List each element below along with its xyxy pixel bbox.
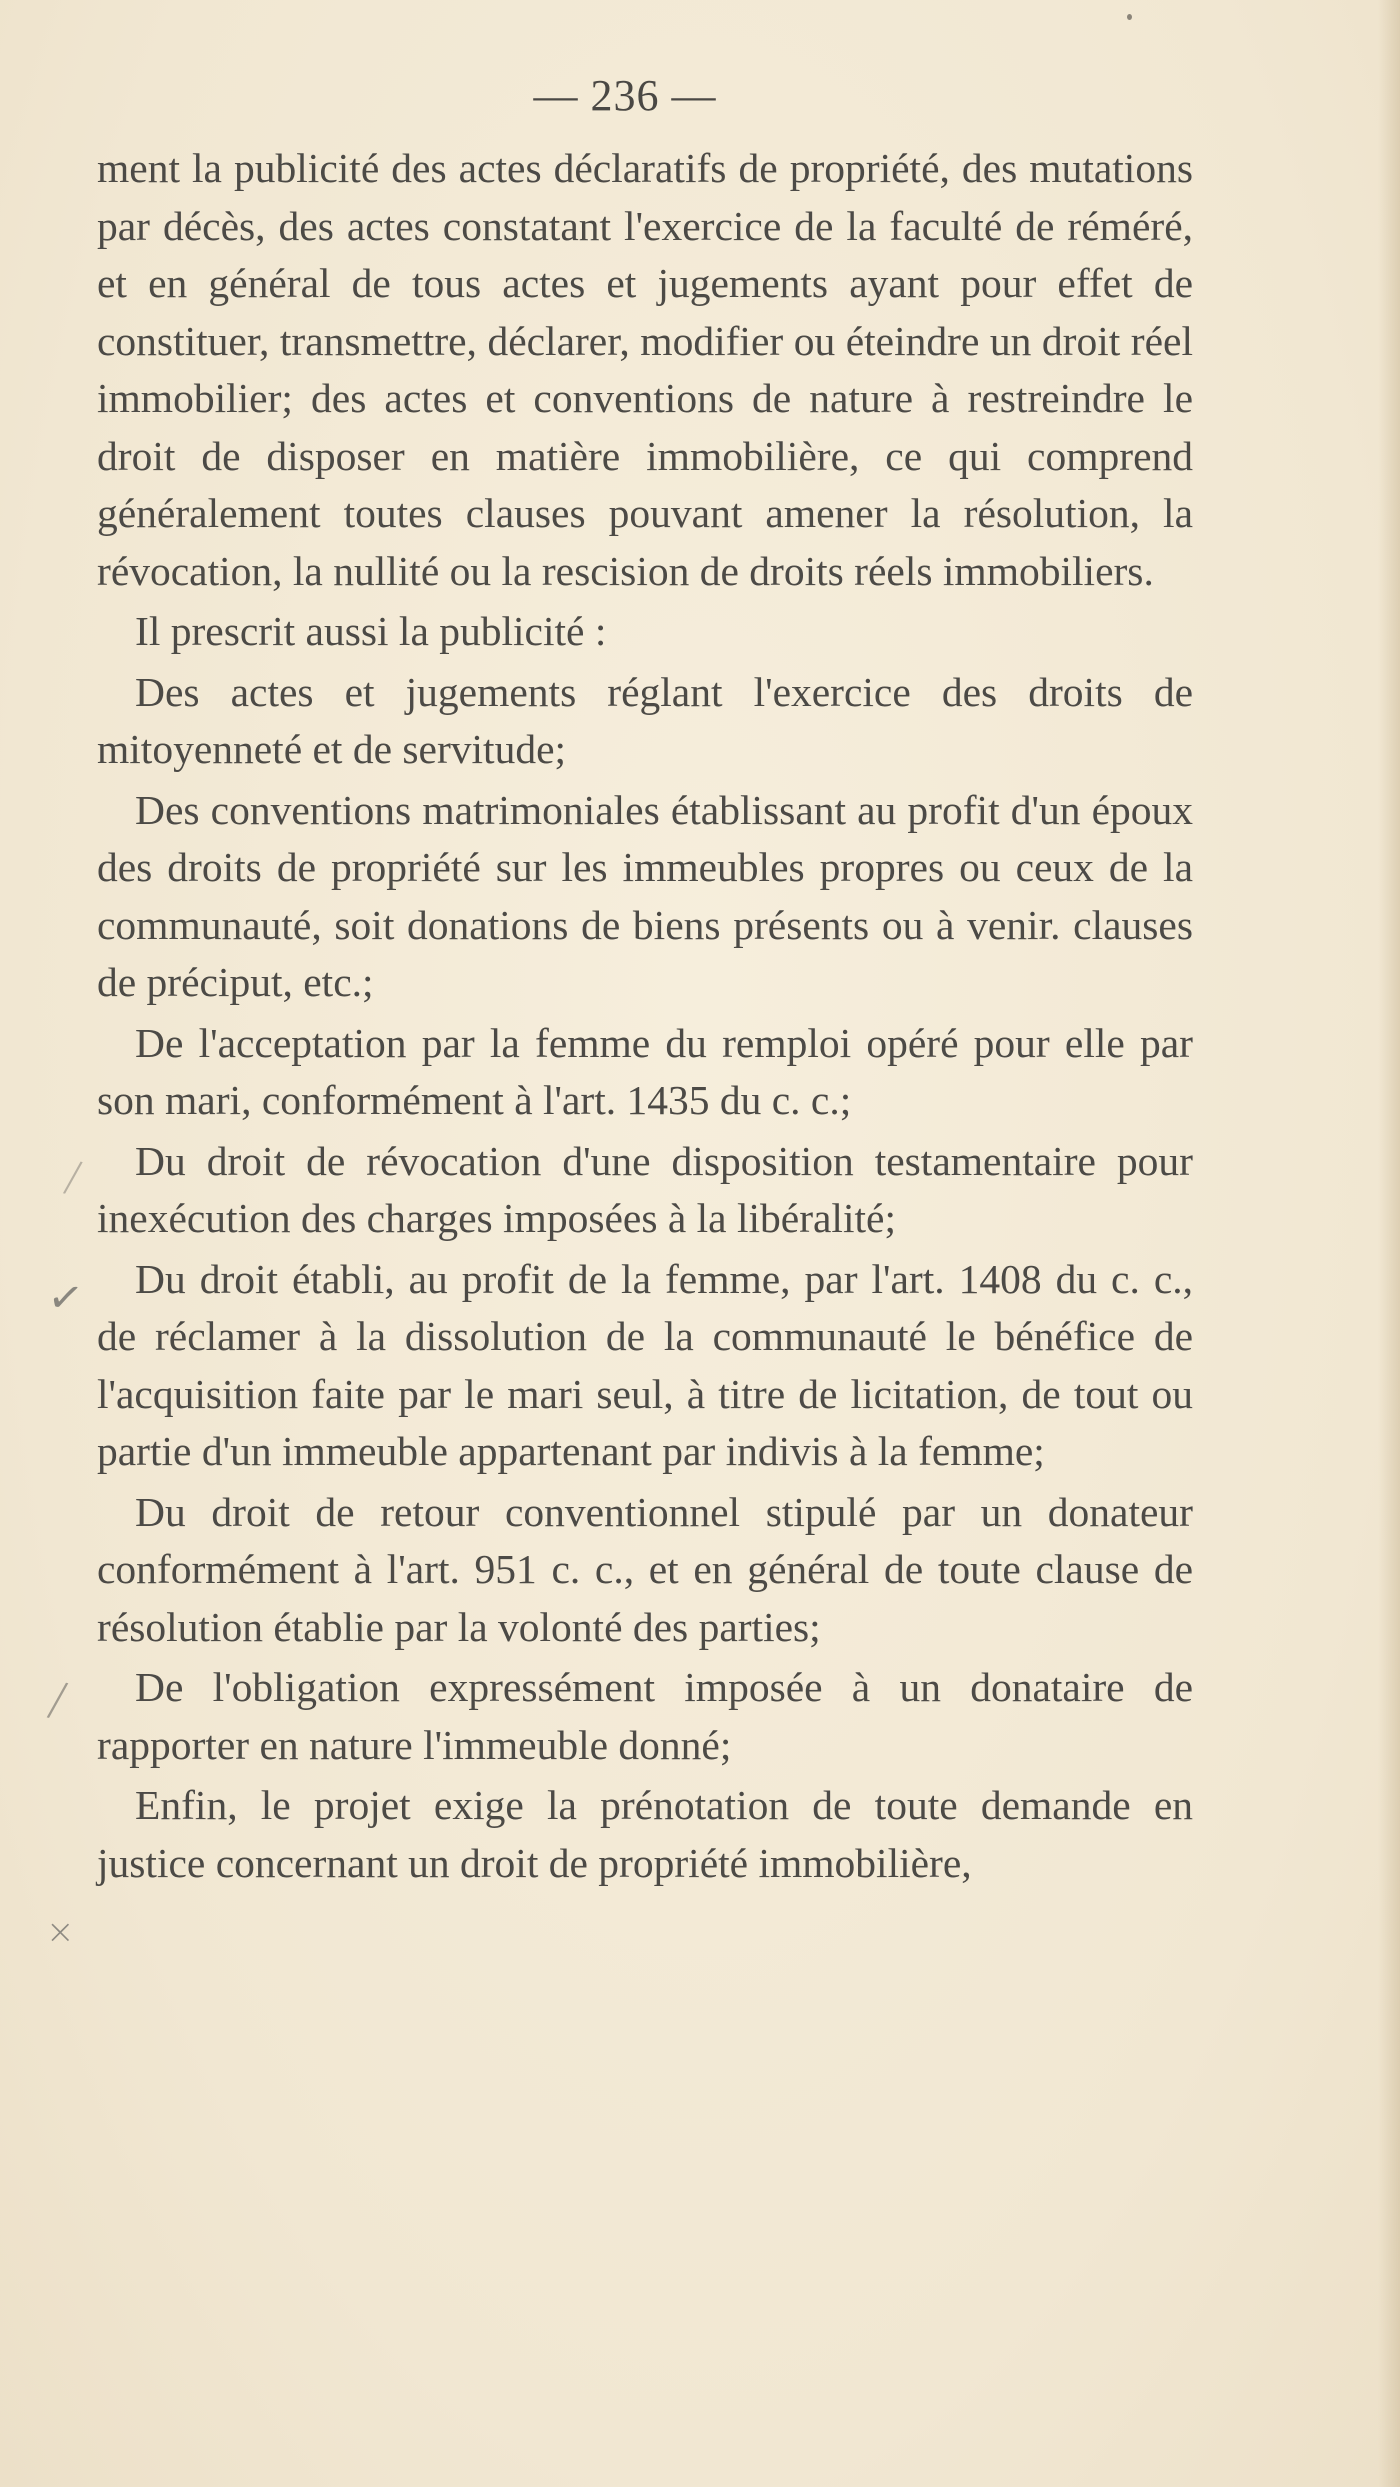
- paragraph-retour: Du droit de retour conventionnel stipulé par un donateur conformément à l'art. 951 c. c., et en général de toute clause de résolution établie par la volonté des parties;: [97, 1488, 1193, 1650]
- pencil-slash-mark: /: [44, 1670, 71, 1728]
- paragraph-continuation: ment la publicité des actes déclaratifs de propriété, des mutations par décès, des actes constatant l'exercice de la faculté de réméré, et en général de tous actes et jugements ayant pour effet de constituer, transmettre, déclarer, modifier ou éteindre un droit réel immobilier; des actes et conventions de nature à restreindre le droit de disposer en matière immobilière, ce qui comprend généralement toutes clauses pouvant amener la résolution, la révocation, la nullité ou la rescision de droits réels immobiliers.: [97, 145, 1193, 594]
- paragraph-remploi: De l'acceptation par la femme du remploi opéré pour elle par son mari, conformément à l'art. 1435 du c. c.;: [97, 1019, 1193, 1123]
- page-edge-shadow: [1378, 0, 1400, 2487]
- paragraph-mitoyennete: Des actes et jugements réglant l'exercice des droits de mitoyenneté et de servitude;: [97, 668, 1193, 772]
- paragraph-revocation: Du droit de révocation d'une disposition testamentaire pour inexécution des charges imposées à la libéralité;: [97, 1137, 1193, 1241]
- paragraph-droit-femme: Du droit établi, au profit de la femme, par l'art. 1408 du c. c., de réclamer à la dissolution de la communauté le bénéfice de l'acquisition faite par le mari seul, à titre de licitation, de tout ou partie d'un immeuble appartenant par indivis à la femme;: [97, 1255, 1193, 1474]
- pencil-slash-mark: /: [61, 1151, 86, 1202]
- paragraph-obligation: De l'obligation expressément imposée à un donataire de rapporter en nature l'immeuble donné;: [97, 1664, 1193, 1768]
- paragraph-enfin: Enfin, le projet exige la prénotation de toute demande en justice concernant un droit de propriété immobilière,: [97, 1782, 1193, 1886]
- paragraph-conventions: Des conventions matrimoniales établissant au profit d'un époux des droits de propriété sur les immeubles propres ou ceux de la communauté, soit donations de biens présents ou à venir. clauses de préciput, etc.;: [97, 786, 1193, 1005]
- paragraph-intro: Il prescrit aussi la publicité :: [135, 608, 607, 654]
- pencil-cross-mark: ×: [46, 1912, 75, 1952]
- pencil-check-mark: ✓: [44, 1270, 87, 1325]
- page-number: — 236 —: [533, 71, 717, 120]
- body-text: [97, 140, 1193, 1895]
- ink-speck: [1127, 14, 1132, 20]
